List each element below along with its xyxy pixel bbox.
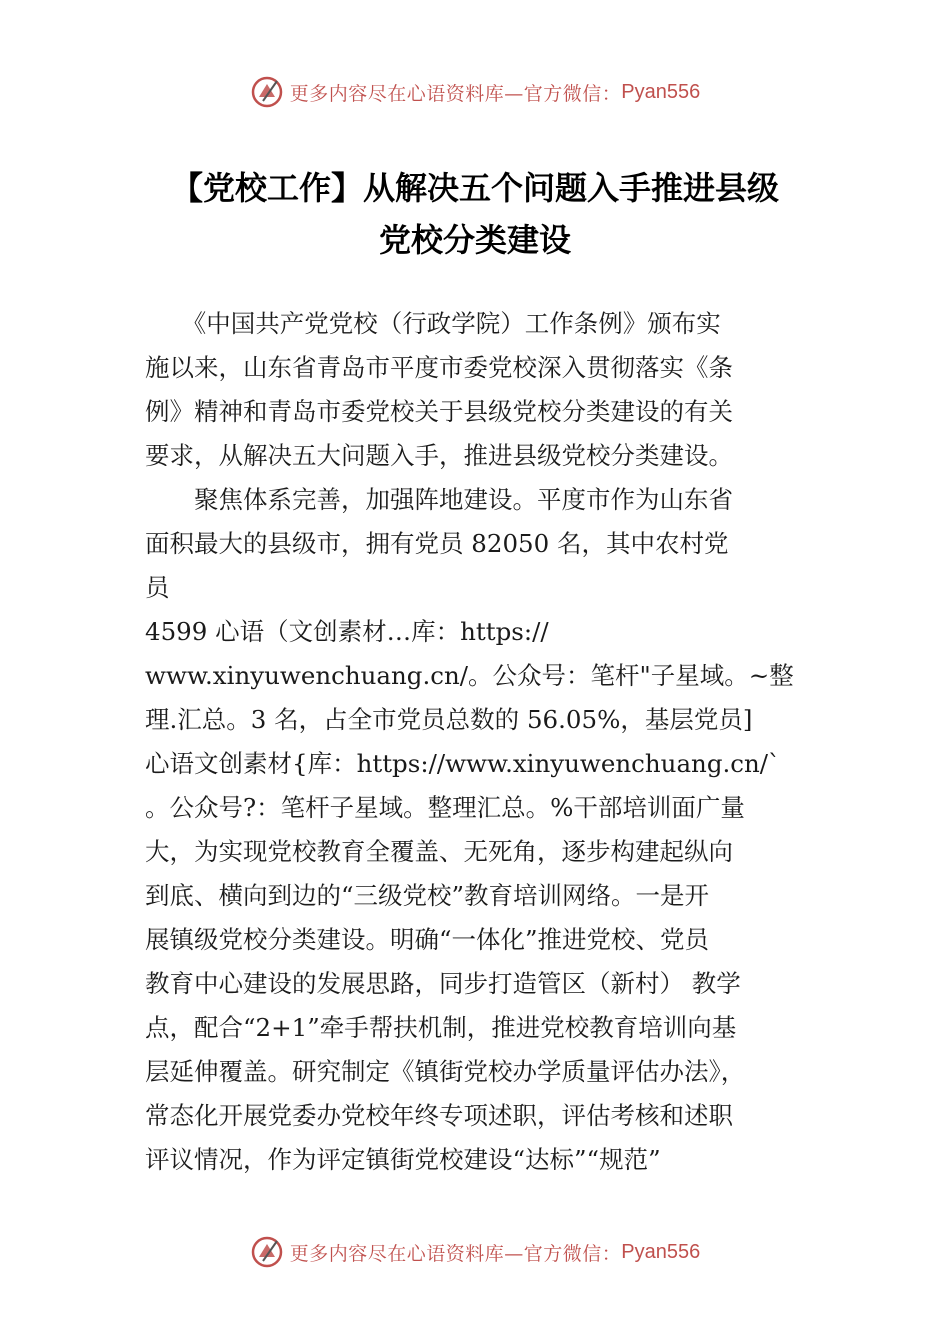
body-line: www.xinyuwenchuang.cn/。公众号：笔杆"子星域。~整: [145, 661, 794, 690]
body-line: 施以来，山东省青岛市平度市委党校深入贯彻落实《条: [145, 353, 733, 382]
body-line: 理.汇总。3 名，占全市党员总数的 56.05%，基层党员]: [145, 705, 753, 734]
title-line-2: 党校分类建设: [378, 221, 571, 259]
body-line: 点，配合“2+1”牵手帮扶机制，推进党校教育培训向基: [145, 1013, 737, 1042]
body-line: 面积最大的县级市，拥有党员 82050 名，其中农村党: [145, 529, 729, 558]
body-line: 4599 心语（文创素材…库：https://: [145, 617, 549, 646]
header-banner-wechat: Pyan556: [621, 80, 701, 103]
body-line: 大，为实现党校教育全覆盖、无死角，逐步构建起纵向: [145, 837, 733, 866]
body-line: 常态化开展党委办党校年终专项述职，评估考核和述职: [145, 1101, 733, 1130]
body-line: 到底、横向到边的“三级党校”教育培训网络。一是开: [145, 881, 710, 910]
body-line: 聚焦体系完善，加强阵地建设。平度市作为山东省: [145, 485, 733, 514]
body-line: 。公众号?：笔杆子星域。整理汇总。%干部培训面广量: [145, 793, 745, 822]
body-line: 员: [145, 573, 170, 602]
footer-banner: [0, 1232, 950, 1272]
body-line: 要求，从解决五大问题入手，推进县级党校分类建设。: [145, 441, 733, 470]
body-line: 《中国共产党党校（行政学院）工作条例》颁布实: [145, 309, 721, 338]
document-title: [110, 162, 840, 266]
body-line: 教育中心建设的发展思路，同步打造管区（新村） 教学: [145, 969, 741, 998]
title-line-1: 【党校工作】从解决五个问题入手推进县级: [170, 169, 779, 207]
brand-logo-icon: [250, 1235, 284, 1269]
header-banner: [0, 72, 950, 112]
body-line: 例》精神和青岛市委党校关于县级党校分类建设的有关: [145, 397, 733, 426]
document-body: [145, 302, 815, 1182]
footer-banner-wechat: Pyan556: [621, 1240, 701, 1263]
header-banner-text: 更多内容尽在心语资料库—官方微信：: [289, 82, 622, 105]
body-line: 层延伸覆盖。研究制定《镇街党校办学质量评估办法》，: [145, 1057, 746, 1086]
footer-banner-text: 更多内容尽在心语资料库—官方微信：: [289, 1242, 622, 1265]
body-line: 展镇级党校分类建设。明确“一体化”推进党校、党员: [145, 925, 710, 954]
body-line: 评议情况，作为评定镇街党校建设“达标”“规范”: [145, 1145, 661, 1174]
body-line: 心语文创素材{库：https://www.xinyuwenchuang.cn/`: [145, 749, 781, 778]
brand-logo-icon: [250, 75, 284, 109]
